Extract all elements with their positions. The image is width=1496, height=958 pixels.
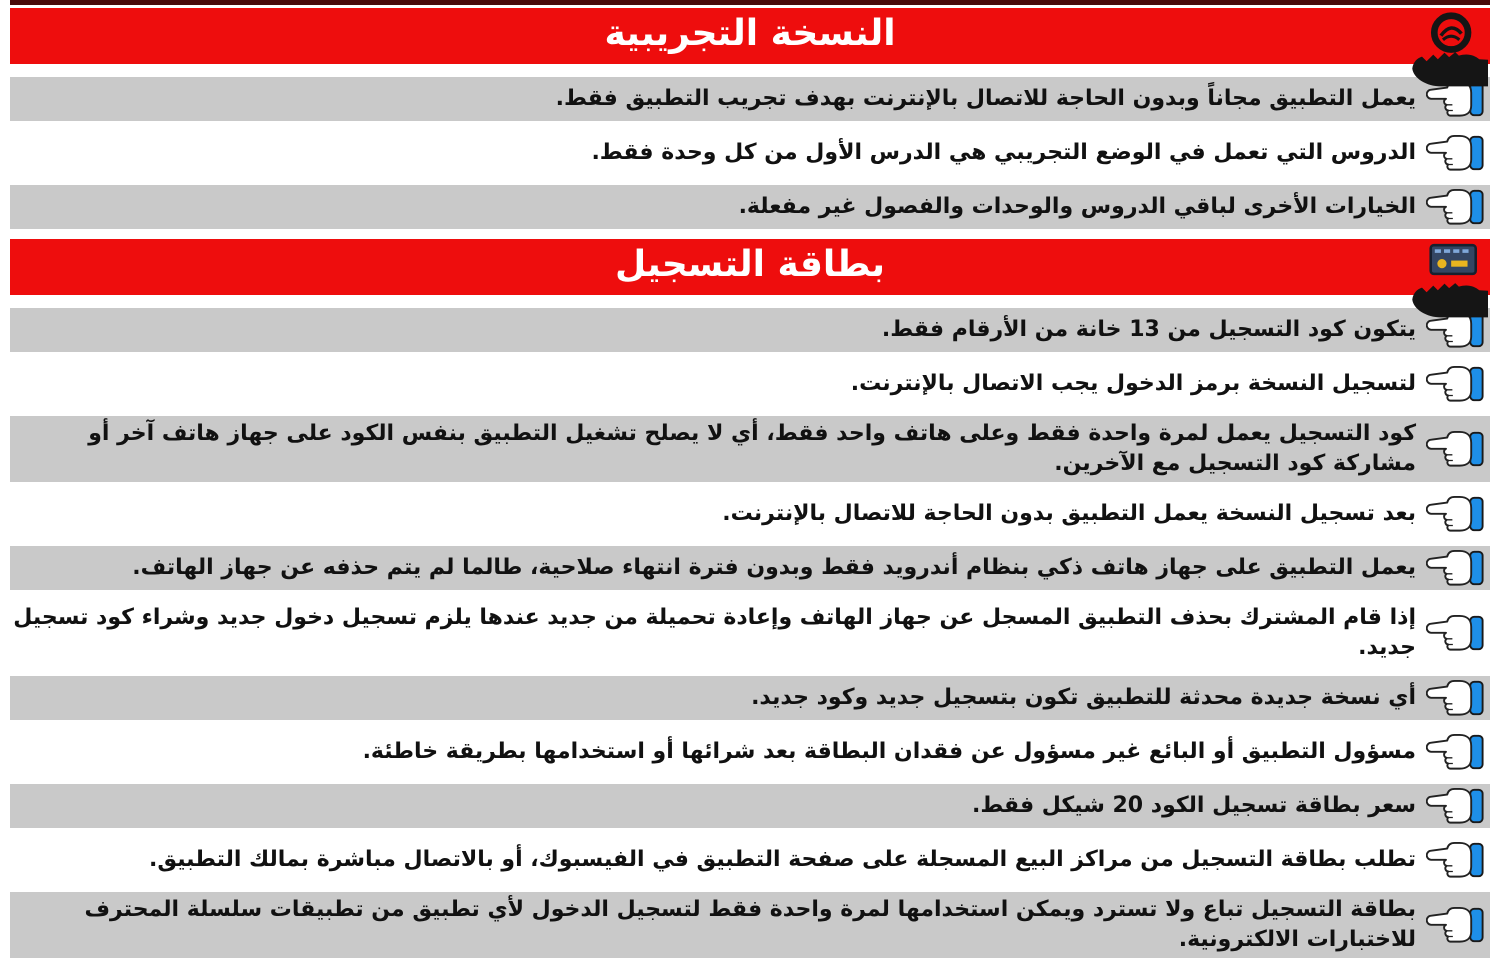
list-item-text: أي نسخة جديدة محدثة للتطبيق تكون بتسجيل جديد وكود جديد. xyxy=(751,685,1416,710)
list-item-text: الدروس التي تعمل في الوضع التجريبي هي الدرس الأول من كل وحدة فقط. xyxy=(591,140,1416,165)
list-item-text: يتكون كود التسجيل من 13 خانة من الأرقام فقط. xyxy=(881,317,1416,342)
list-item-text: كود التسجيل يعمل لمرة واحدة فقط وعلى هاتف واحد فقط، أي لا يصلح تشغيل التطبيق بنفس الكود على جهاز هاتف آخر أو مشاركة كود التسجيل مع الآخرين. xyxy=(88,421,1416,476)
list-item xyxy=(10,730,1490,774)
list-item-text: يعمل التطبيق مجاناً وبدون الحاجة للاتصال بالإنترنت بهدف تجريب التطبيق فقط. xyxy=(555,86,1416,111)
pointing-hand-button-icon xyxy=(1426,733,1486,771)
list-item-text: بعد تسجيل النسخة يعمل التطبيق بدون الحاجة للاتصال بالإنترنت. xyxy=(722,501,1416,526)
list-item xyxy=(10,676,1490,720)
list-item xyxy=(10,185,1490,229)
registration-section-title: بطاقة التسجيل xyxy=(615,244,885,285)
list-item xyxy=(10,492,1490,536)
list-item xyxy=(10,546,1490,590)
registration-card-section xyxy=(10,239,1490,958)
pointing-hand-button-icon xyxy=(1426,787,1486,825)
hand-holding-globe-icon xyxy=(1400,11,1488,87)
pointing-hand-button-icon xyxy=(1426,134,1486,172)
pointing-hand-button-icon xyxy=(1426,549,1486,587)
list-item-text: الخيارات الأخرى لباقي الدروس والوحدات والفصول غير مفعلة. xyxy=(738,194,1416,219)
list-item-text: سعر بطاقة تسجيل الكود 20 شيكل فقط. xyxy=(971,793,1416,818)
trial-section-header xyxy=(10,8,1490,64)
pointing-hand-button-icon xyxy=(1426,188,1486,226)
top-remnant-strip xyxy=(10,0,1490,5)
list-item-text: يعمل التطبيق على جهاز هاتف ذكي بنظام أندرويد فقط وبدون فترة انتهاء صلاحية، طالما لم يتم حذفه عن جهاز الهاتف. xyxy=(132,555,1416,580)
list-item xyxy=(10,838,1490,882)
list-item xyxy=(10,77,1490,121)
list-item-text: إذا قام المشترك بحذف التطبيق المسجل عن جهاز الهاتف وإعادة تحميلة من جديد عندها يلزم تسجيل دخول جديد وشراء كود تسجيل جديد. xyxy=(13,605,1416,660)
pointing-hand-button-icon xyxy=(1426,679,1486,717)
list-item xyxy=(10,362,1490,406)
pointing-hand-button-icon xyxy=(1426,495,1486,533)
pointing-hand-button-icon xyxy=(1426,365,1486,403)
list-item xyxy=(10,308,1490,352)
pointing-hand-button-icon xyxy=(1426,430,1486,468)
registration-section-header xyxy=(10,239,1490,295)
list-item-text: مسؤول التطبيق أو البائع غير مسؤول عن فقدان البطاقة بعد شرائها أو استخدامها بطريقة خاطئة. xyxy=(362,739,1416,764)
pointing-hand-button-icon xyxy=(1426,906,1486,944)
trial-section-title: النسخة التجريبية xyxy=(604,13,896,54)
list-item-text: بطاقة التسجيل تباع ولا تسترد ويمكن استخدامها لمرة واحدة فقط لتسجيل الدخول لأي تطبيق من تطبيقات سلسلة المحترف للاختبارات الالكترونية. xyxy=(84,897,1416,952)
list-item xyxy=(10,600,1490,666)
list-item-text: تطلب بطاقة التسجيل من مراكز البيع المسجلة على صفحة التطبيق في الفيسبوك، أو بالاتصال مباشرة بمالك التطبيق. xyxy=(149,847,1416,872)
trial-version-section xyxy=(10,8,1490,229)
list-item xyxy=(10,416,1490,482)
hand-holding-card-icon xyxy=(1400,242,1488,318)
pointing-hand-button-icon xyxy=(1426,841,1486,879)
list-item xyxy=(10,892,1490,958)
list-item xyxy=(10,131,1490,175)
list-item xyxy=(10,784,1490,828)
pointing-hand-button-icon xyxy=(1426,614,1486,652)
list-item-text: لتسجيل النسخة برمز الدخول يجب الاتصال بالإنترنت. xyxy=(850,371,1416,396)
